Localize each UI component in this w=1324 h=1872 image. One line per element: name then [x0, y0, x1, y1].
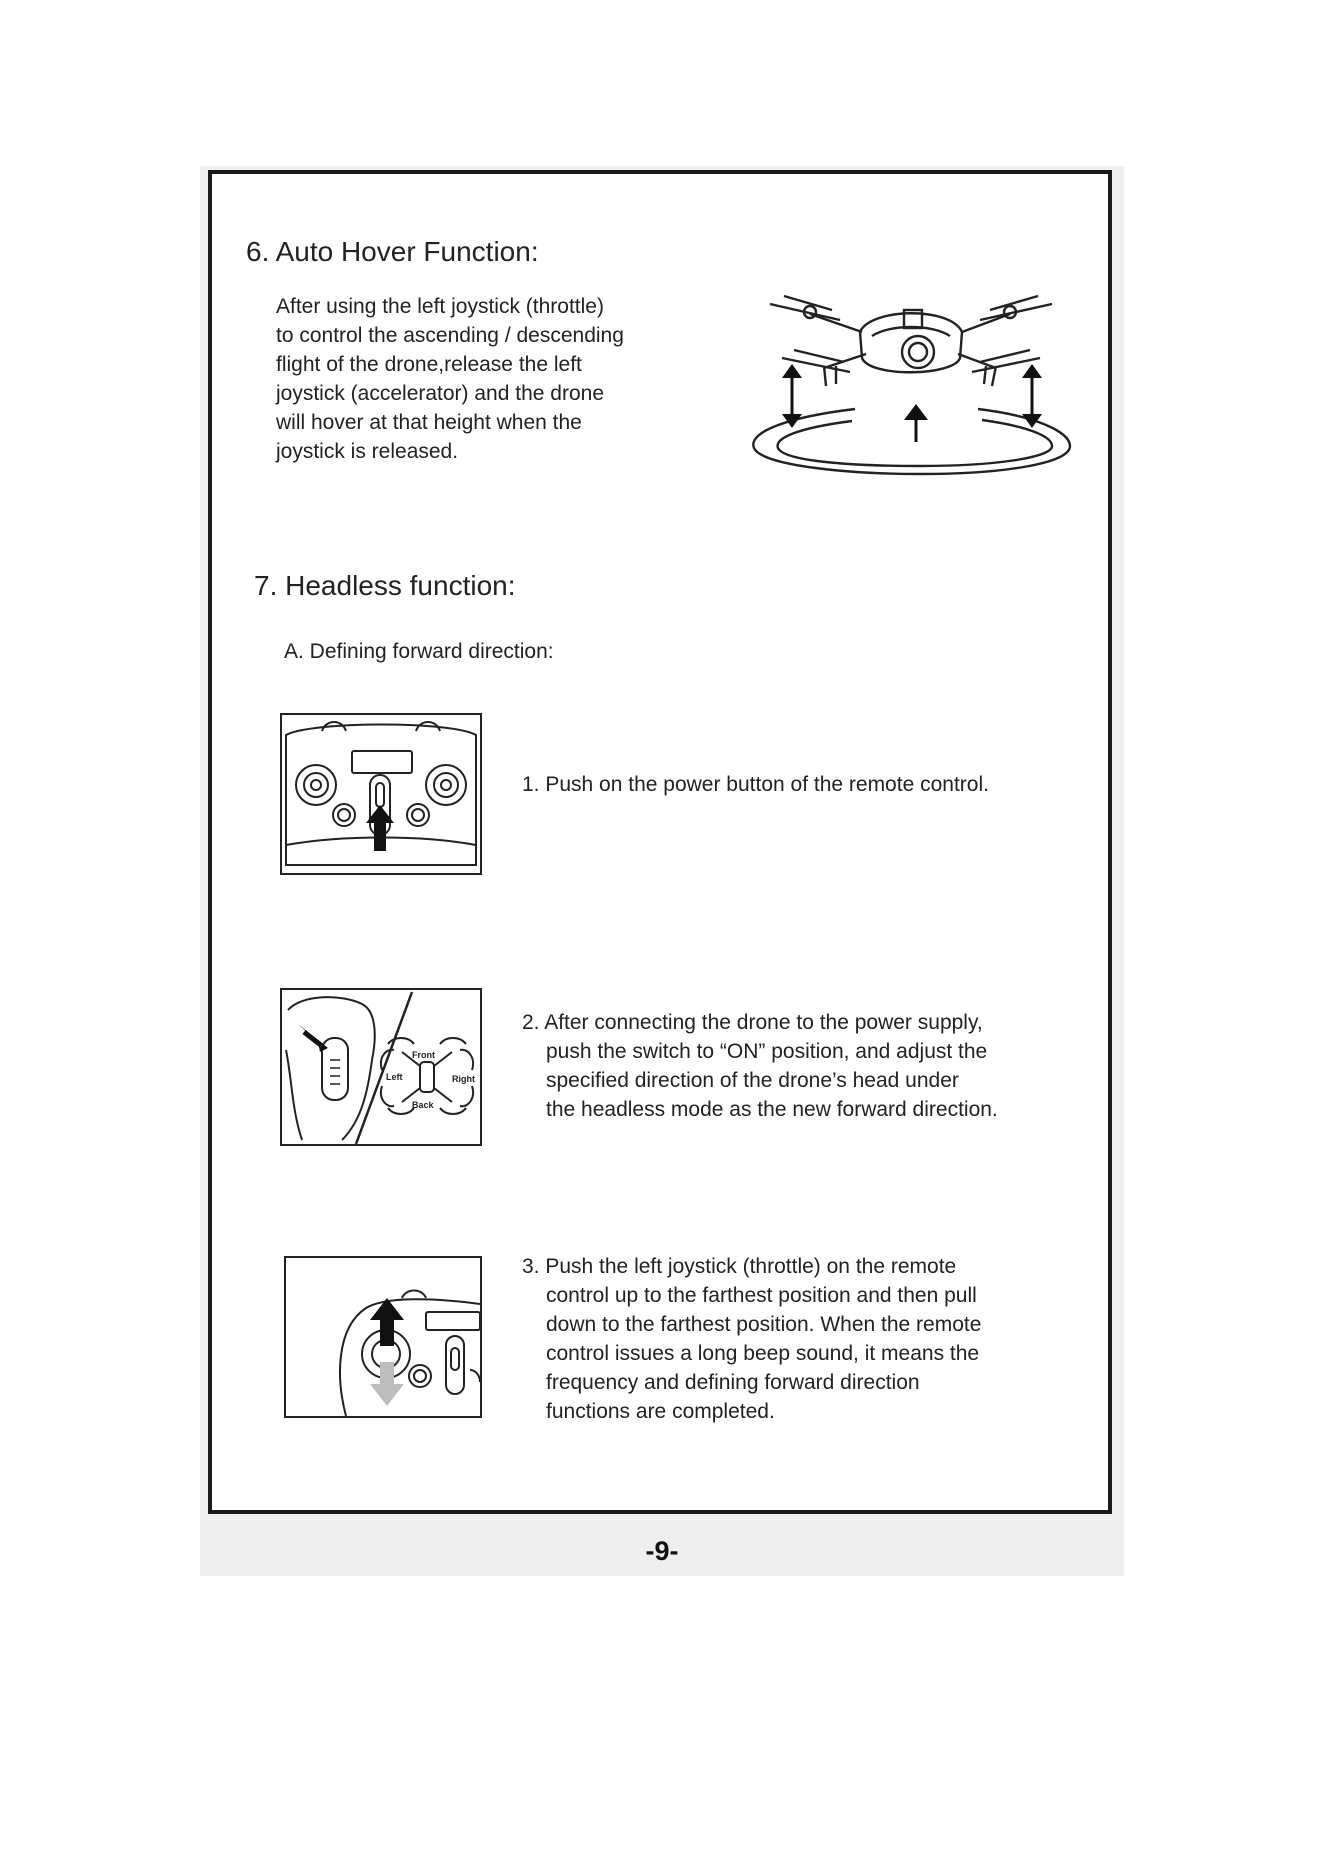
text-line: After using the left joystick (throttle) — [276, 295, 604, 318]
step-2-text — [522, 1008, 998, 1124]
section-title-auto-hover: 6. Auto Hover Function: — [246, 236, 539, 267]
text-line: 3. Push the left joystick (throttle) on the remote — [522, 1255, 957, 1278]
hovering-drone-illustration — [740, 266, 1080, 486]
label-right: Right — [452, 1074, 475, 1084]
auto-hover-description — [276, 292, 696, 466]
text-line: control up to the farthest position and then pull — [546, 1284, 977, 1307]
remote-control-icon — [282, 715, 480, 873]
text-line: 1. Push on the power button of the remote control. — [522, 773, 989, 796]
remote-power-illustration — [280, 713, 482, 875]
text-line: push the switch to “ON” position, and adjust the — [546, 1040, 988, 1063]
text-line: control issues a long beep sound, it means the — [546, 1342, 980, 1365]
text-line: flight of the drone,release the left — [276, 353, 582, 376]
text-line: to control the ascending / descending — [276, 324, 624, 347]
label-left: Left — [386, 1072, 403, 1082]
label-front: Front — [412, 1050, 435, 1060]
text-line: 2. After connecting the drone to the power supply, — [522, 1011, 983, 1034]
text-line: functions are completed. — [546, 1400, 775, 1423]
step-3-text — [522, 1252, 981, 1426]
text-line: specified direction of the drone’s head under — [546, 1069, 959, 1092]
headless-subtitle: A. Defining forward direction: — [284, 640, 554, 663]
step-1-text — [522, 770, 989, 799]
text-line: the headless mode as the new forward direction. — [546, 1098, 998, 1121]
text-line: joystick (accelerator) and the drone — [276, 382, 604, 405]
joystick-illustration — [284, 1256, 482, 1418]
label-back: Back — [412, 1100, 434, 1110]
text-line: will hover at that height when the — [276, 411, 582, 434]
text-line: down to the farthest position. When the remote — [546, 1313, 982, 1336]
page-number: -9- — [645, 1536, 679, 1566]
drone-switch-illustration — [280, 988, 482, 1146]
text-line: joystick is released. — [276, 440, 459, 463]
text-line: frequency and defining forward direction — [546, 1371, 920, 1394]
section-title-headless: 7. Headless function: — [254, 570, 516, 601]
